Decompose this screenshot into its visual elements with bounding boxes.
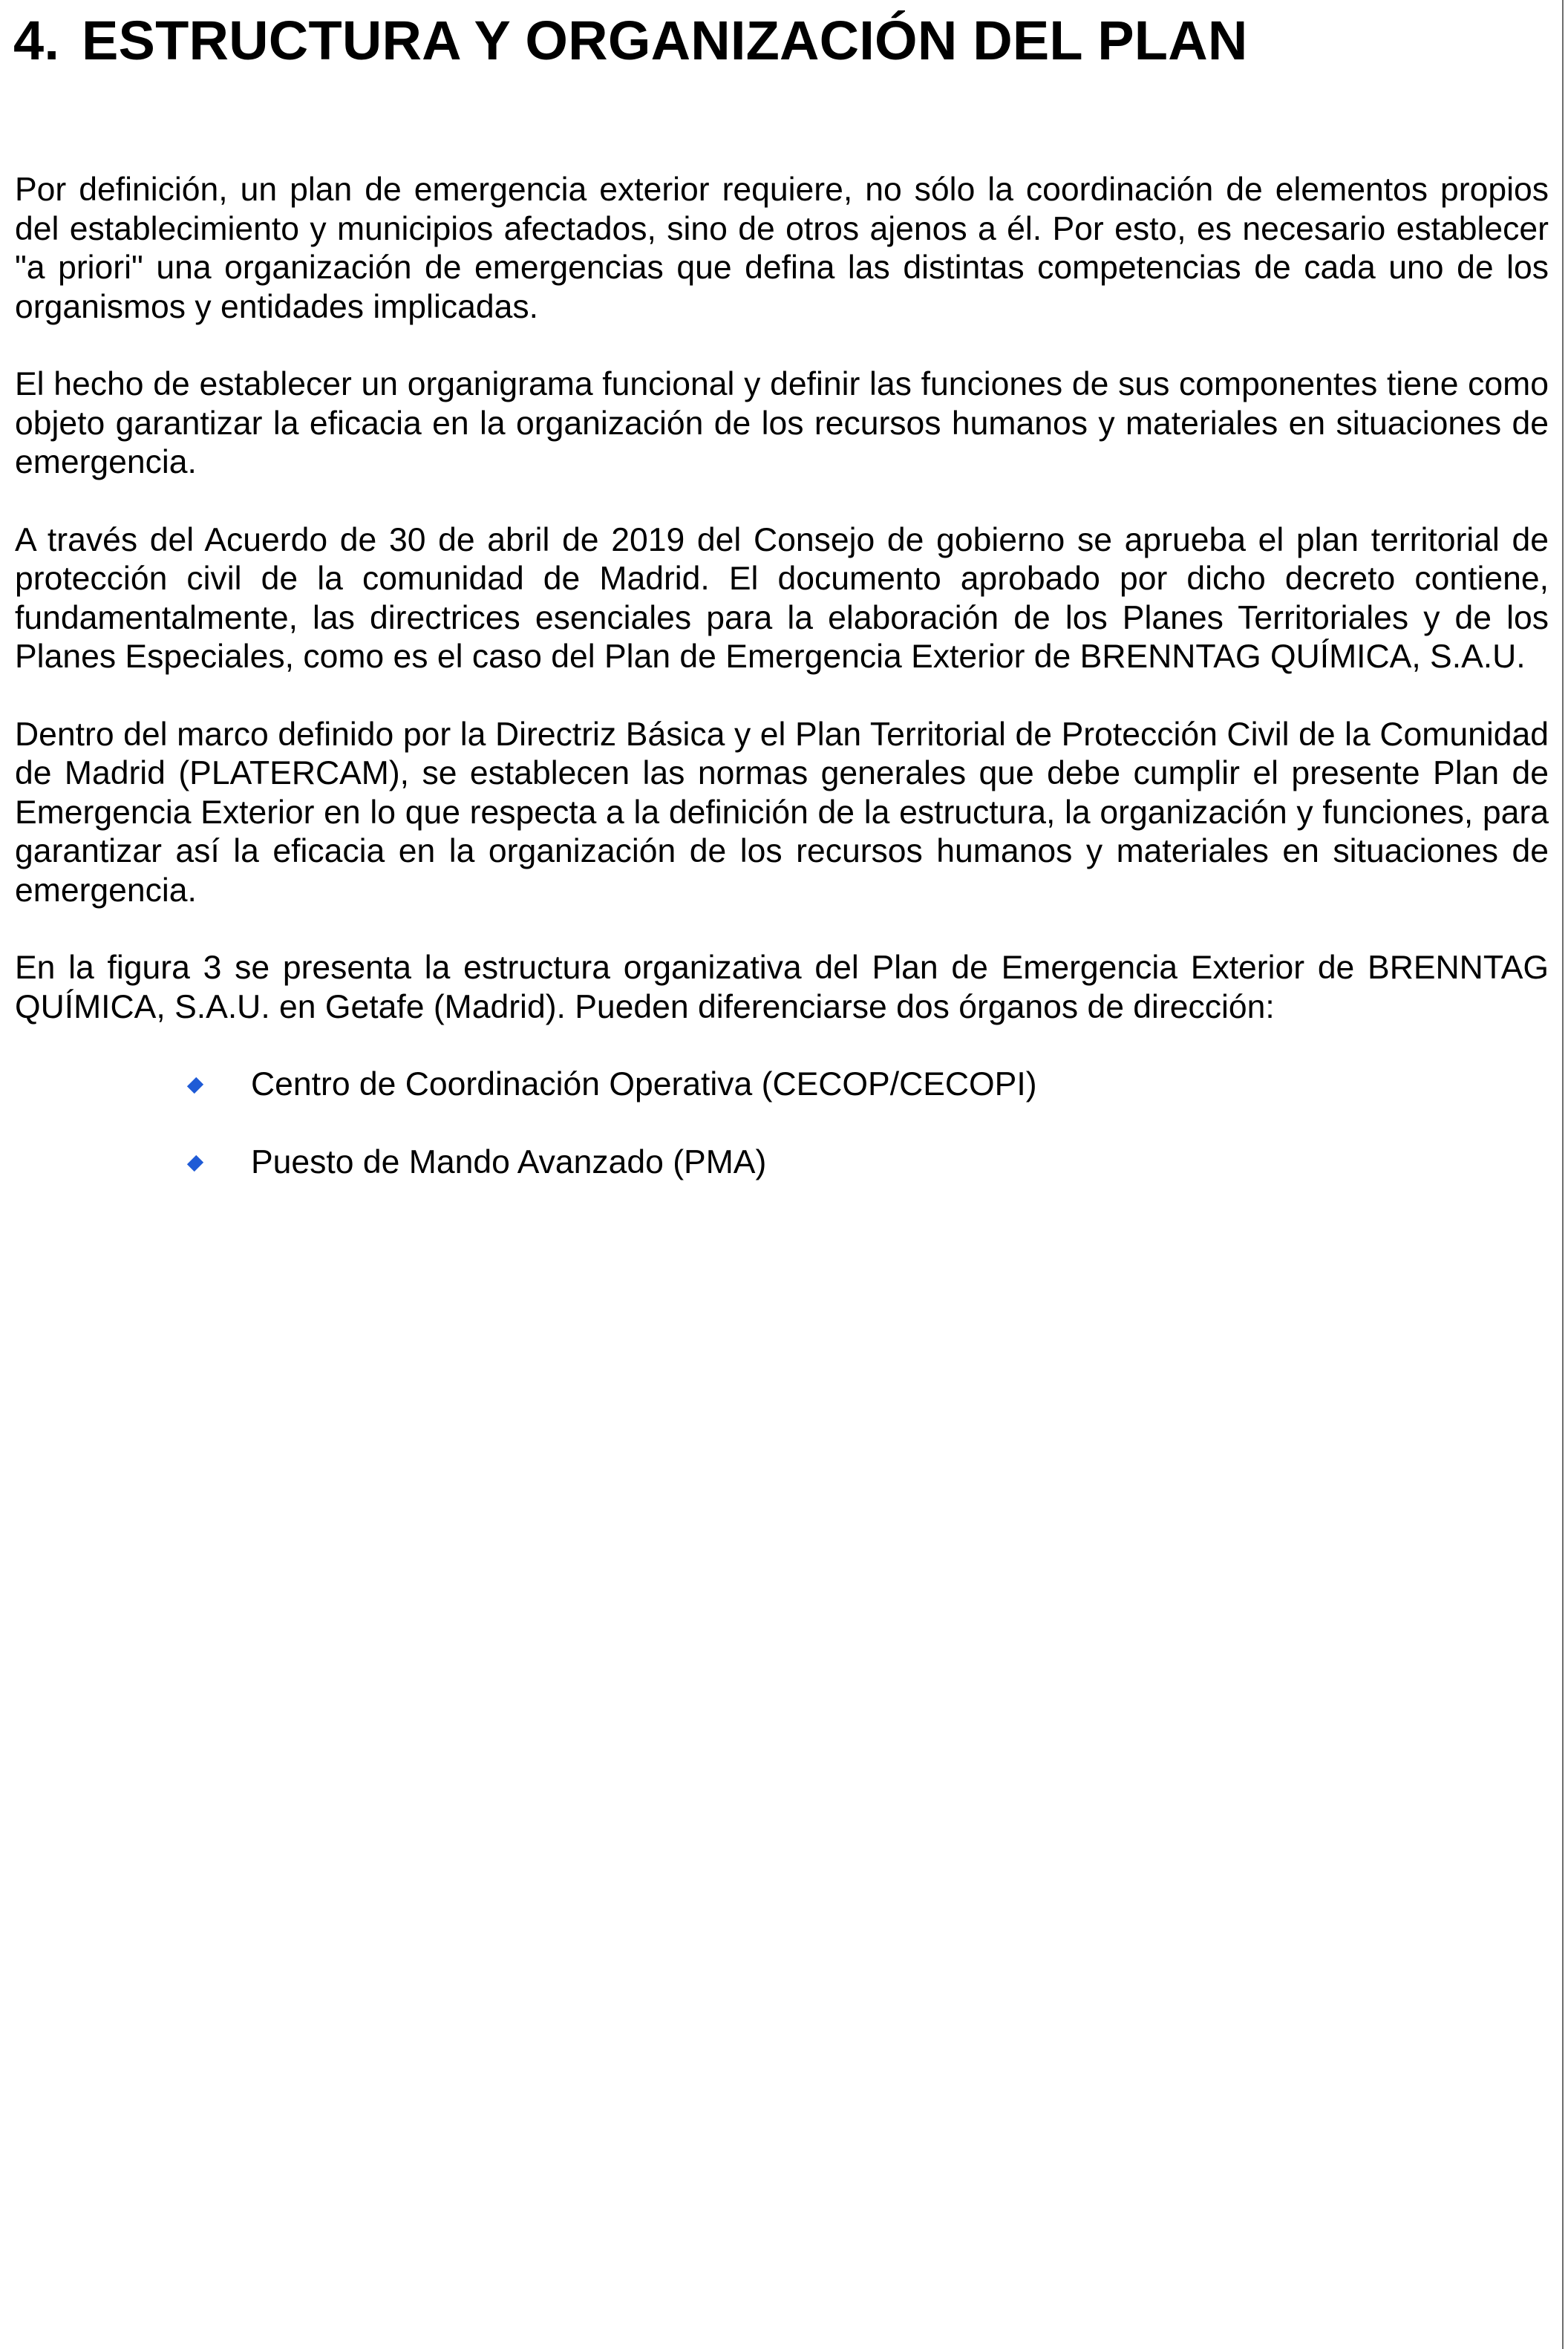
paragraph-agreement: A través del Acuerdo de 30 de abril de 2019 del Consejo de gobierno se aprueba el plan territorial de protección civil de la comunidad de Madrid. El documento aprobado por dicho decreto contiene, fundamentalmente, las directrices esenciales para la elaboración de los Planes Territoriales y de los Planes Especiales, como es el caso del Plan de Emergencia Exterior de BRENNTAG QUÍMICA, S.A.U. bbox=[15, 521, 1549, 675]
diamond-bullet-icon bbox=[187, 1077, 203, 1094]
paragraph-organigram: El hecho de establecer un organigrama funcional y definir las funciones de sus componentes tiene como objeto garantizar la eficacia en la organización de los recursos humanos y materiales en situaciones de emergencia. bbox=[15, 366, 1549, 480]
body-text bbox=[15, 171, 1549, 1221]
list-item-text: Puesto de Mando Avanzado (PMA) bbox=[251, 1143, 767, 1180]
list-item bbox=[184, 1065, 1549, 1105]
paragraph-framework: Dentro del marco definido por la Directriz Básica y el Plan Territorial de Protección Civil de la Comunidad de Madrid (PLATERCAM), se establecen las normas generales que debe cumplir el presente Plan de Emergencia Exterior en lo que respecta a la definición de la estructura, la organización y funciones, para garantizar así la eficacia en la organización de los recursos humanos y materiales en situaciones de emergencia. bbox=[15, 716, 1549, 909]
list-item bbox=[184, 1143, 1549, 1183]
paragraph-figure-reference: En la figura 3 se presenta la estructura organizativa del Plan de Emergencia Exterior de BRENNTAG QUÍMICA, S.A.U. en Getafe (Madrid). Pueden diferenciarse dos órganos de dirección: bbox=[15, 950, 1549, 1025]
page-edge-divider bbox=[1562, 0, 1564, 2349]
paragraph-definition: Por definición, un plan de emergencia exterior requiere, no sólo la coordinación de elementos propios del establecimiento y municipios afectados, sino de otros ajenos a él. Por esto, es necesario establecer "a priori" una organización de emergencias que defina las distintas competencias de cada uno de los organismos y entidades implicadas. bbox=[15, 171, 1549, 325]
section-number: 4. bbox=[13, 10, 60, 71]
list-item-text: Centro de Coordinación Operativa (CECOP/CECOPI) bbox=[251, 1066, 1037, 1102]
section-title: ESTRUCTURA Y ORGANIZACIÓN DEL PLAN bbox=[82, 10, 1248, 71]
section-heading bbox=[13, 10, 1247, 71]
direction-bodies-list bbox=[15, 1065, 1549, 1182]
diamond-bullet-icon bbox=[187, 1154, 203, 1171]
